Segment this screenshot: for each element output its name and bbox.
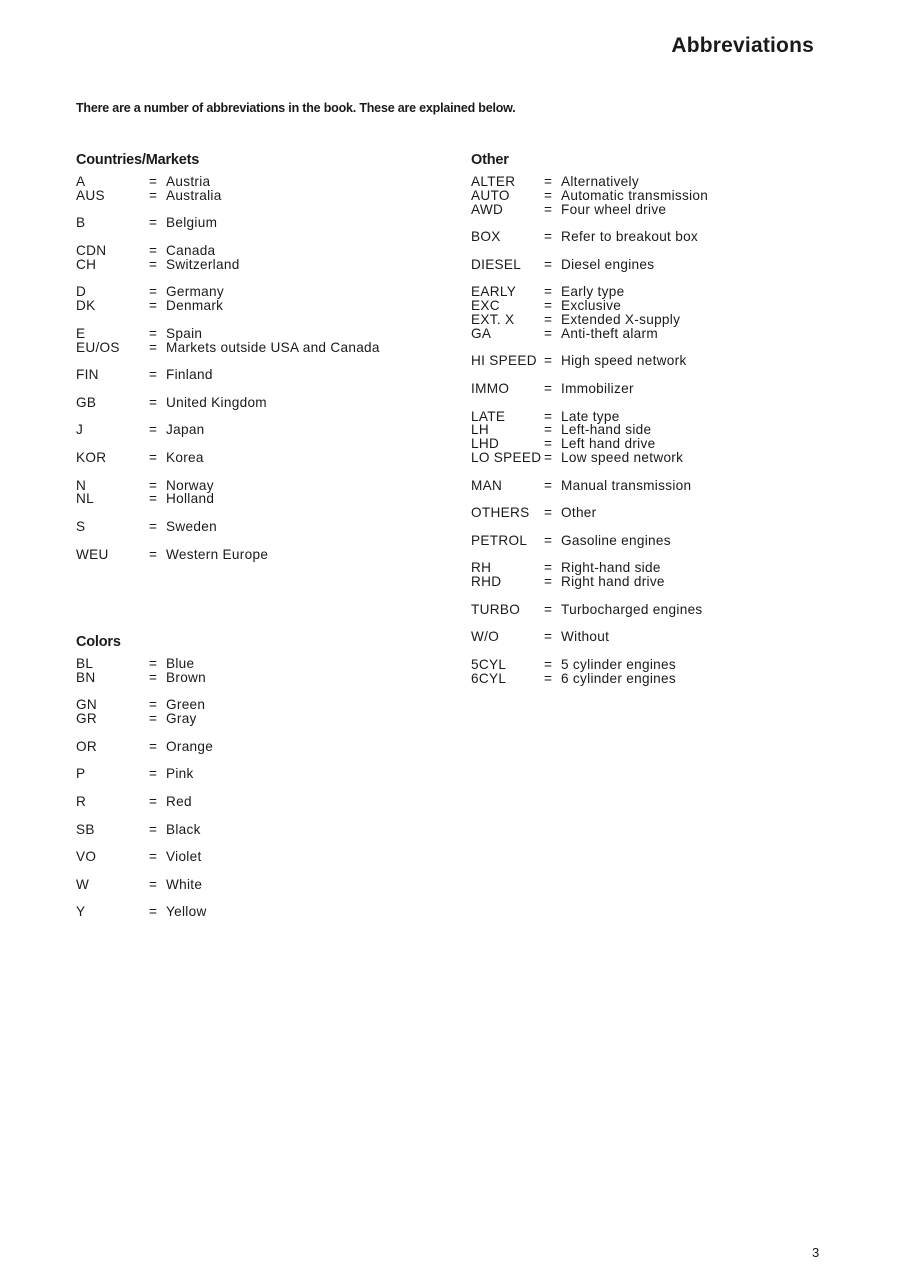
abbreviation-meaning: Germany — [166, 284, 225, 300]
abbreviation-meaning: Red — [166, 793, 192, 809]
abbreviation: SB — [76, 821, 95, 837]
equals-sign: = — [544, 311, 553, 327]
abbreviation: AUS — [76, 187, 105, 203]
abbreviation-meaning: White — [166, 876, 203, 892]
abbreviation-meaning: Anti-theft alarm — [561, 325, 658, 341]
equals-sign: = — [149, 546, 158, 562]
abbreviation: RH — [471, 560, 492, 576]
abbreviation-meaning: Austria — [166, 174, 211, 189]
abbreviation: LHD — [471, 436, 500, 452]
abbreviation: FIN — [76, 367, 99, 383]
equals-sign: = — [149, 174, 158, 189]
abbreviation-meaning: Left-hand side — [561, 422, 652, 438]
abbreviation-meaning: Other — [561, 505, 597, 521]
abbreviation: WEU — [76, 546, 109, 562]
abbreviation-meaning: Switzerland — [166, 256, 240, 272]
abbreviation: J — [76, 422, 84, 438]
equals-sign: = — [149, 394, 158, 410]
abbreviation-meaning: Late type — [561, 408, 620, 424]
abbreviation-meaning: Black — [166, 821, 201, 837]
abbreviation-meaning: 6 cylinder engines — [561, 670, 676, 686]
abbreviation-meaning: Four wheel drive — [561, 201, 667, 217]
equals-sign: = — [149, 284, 158, 300]
abbreviation-meaning: Right-hand side — [561, 560, 661, 576]
equals-sign: = — [149, 367, 158, 383]
abbreviation: P — [76, 766, 86, 782]
abbreviation: LO SPEED — [471, 449, 542, 465]
abbreviation: EXT. X — [471, 311, 515, 327]
equals-sign: = — [149, 242, 158, 258]
abbreviation: BN — [76, 669, 96, 685]
equals-sign: = — [544, 560, 553, 576]
abbreviation: AUTO — [471, 187, 510, 203]
abbreviation: 5CYL — [471, 656, 507, 672]
abbreviation: E — [76, 325, 86, 341]
abbreviation-meaning: Alternatively — [561, 174, 639, 189]
abbreviation: BL — [76, 656, 94, 671]
abbreviation-meaning: Right hand drive — [561, 574, 665, 590]
abbreviation-meaning: Sweden — [166, 518, 217, 534]
equals-sign: = — [149, 793, 158, 809]
abbreviation-meaning: Spain — [166, 325, 203, 341]
equals-sign: = — [544, 670, 553, 686]
abbreviation: W — [76, 876, 90, 892]
equals-sign: = — [544, 408, 553, 424]
abbreviation-meaning: Korea — [166, 449, 204, 465]
abbreviation: R — [76, 793, 87, 809]
abbreviation-meaning: Gray — [166, 711, 197, 727]
abbreviation-meaning: Refer to breakout box — [561, 229, 699, 245]
abbreviation: GR — [76, 711, 97, 727]
equals-sign: = — [149, 669, 158, 685]
abbreviation-meaning: Diesel engines — [561, 256, 655, 272]
equals-sign: = — [149, 477, 158, 493]
abbreviation-meaning: Yellow — [166, 904, 207, 920]
abbreviation-meaning: Belgium — [166, 215, 218, 231]
abbreviation-meaning: Green — [166, 697, 206, 713]
abbreviation: N — [76, 477, 87, 493]
abbreviation-meaning: Early type — [561, 284, 625, 300]
equals-sign: = — [149, 215, 158, 231]
equals-sign: = — [149, 821, 158, 837]
equals-sign: = — [544, 353, 553, 369]
abbreviation: CDN — [76, 242, 107, 258]
abbreviation: BOX — [471, 229, 501, 245]
countries-heading: Countries/Markets — [76, 152, 200, 168]
abbreviation-meaning: Orange — [166, 738, 214, 754]
equals-sign: = — [544, 436, 553, 452]
abbreviation: D — [76, 284, 87, 300]
equals-sign: = — [149, 518, 158, 534]
equals-sign: = — [544, 601, 553, 617]
abbreviation-meaning: Automatic transmission — [561, 187, 709, 203]
abbreviation: CH — [76, 256, 97, 272]
equals-sign: = — [544, 325, 553, 341]
equals-sign: = — [149, 187, 158, 203]
abbreviation-meaning: Australia — [166, 187, 222, 203]
equals-sign: = — [149, 256, 158, 272]
intro-text: There are a number of abbreviations in the book. These are explained below. — [76, 101, 516, 115]
equals-sign: = — [149, 325, 158, 341]
equals-sign: = — [544, 187, 553, 203]
equals-sign: = — [149, 904, 158, 920]
abbreviation-meaning: Exclusive — [561, 298, 622, 314]
equals-sign: = — [149, 449, 158, 465]
equals-sign: = — [149, 656, 158, 671]
abbreviation-meaning: Pink — [166, 766, 194, 782]
abbreviation-meaning: Blue — [166, 656, 195, 671]
equals-sign: = — [544, 380, 553, 396]
abbreviation-meaning: Holland — [166, 491, 215, 507]
abbreviation-meaning: Low speed network — [561, 449, 684, 465]
abbreviation: MAN — [471, 477, 503, 493]
equals-sign: = — [544, 477, 553, 493]
equals-sign: = — [149, 491, 158, 507]
abbreviation-meaning: Finland — [166, 367, 213, 383]
abbreviation-meaning: Denmark — [166, 298, 224, 314]
equals-sign: = — [544, 449, 553, 465]
abbreviation-meaning: United Kingdom — [166, 394, 267, 410]
abbreviation: KOR — [76, 449, 107, 465]
abbreviation-meaning: Without — [561, 629, 610, 645]
abbreviation: W/O — [471, 629, 500, 645]
equals-sign: = — [149, 876, 158, 892]
equals-sign: = — [149, 849, 158, 865]
abbreviation-meaning: Norway — [166, 477, 214, 493]
abbreviation-meaning: Gasoline engines — [561, 532, 671, 548]
abbreviation: Y — [76, 904, 86, 920]
abbreviation: GB — [76, 394, 97, 410]
equals-sign: = — [544, 229, 553, 245]
abbreviation: IMMO — [471, 380, 510, 396]
abbreviation: LATE — [471, 408, 506, 424]
abbreviation: NL — [76, 491, 94, 507]
abbreviation-meaning: Immobilizer — [561, 380, 634, 396]
abbreviation: LH — [471, 422, 489, 438]
equals-sign: = — [149, 738, 158, 754]
abbreviation-meaning: Western Europe — [166, 546, 269, 562]
equals-sign: = — [544, 284, 553, 300]
abbreviation: OTHERS — [471, 505, 530, 521]
abbreviation: VO — [76, 849, 97, 865]
abbreviation-meaning: Left hand drive — [561, 436, 656, 452]
abbreviation-meaning: Markets outside USA and Canada — [166, 339, 380, 355]
equals-sign: = — [544, 298, 553, 314]
abbreviation-meaning: Brown — [166, 669, 207, 685]
abbreviation: RHD — [471, 574, 502, 590]
abbreviation: TURBO — [471, 601, 521, 617]
abbreviation: DIESEL — [471, 256, 522, 272]
equals-sign: = — [149, 298, 158, 314]
equals-sign: = — [149, 766, 158, 782]
abbreviation: GN — [76, 697, 97, 713]
equals-sign: = — [544, 201, 553, 217]
equals-sign: = — [149, 711, 158, 727]
equals-sign: = — [149, 697, 158, 713]
abbreviation-meaning: Japan — [166, 422, 205, 438]
abbreviation: B — [76, 215, 86, 231]
equals-sign: = — [544, 532, 553, 548]
abbreviation: EARLY — [471, 284, 517, 300]
abbreviation-meaning: Manual transmission — [561, 477, 692, 493]
page-number: 3 — [812, 1245, 820, 1260]
abbreviation: S — [76, 518, 86, 534]
abbreviation: HI SPEED — [471, 353, 537, 369]
abbreviation-meaning: Turbocharged engines — [561, 601, 703, 617]
abbreviation: PETROL — [471, 532, 528, 548]
equals-sign: = — [544, 629, 553, 645]
equals-sign: = — [149, 422, 158, 438]
abbreviation: DK — [76, 298, 96, 314]
equals-sign: = — [544, 656, 553, 672]
abbreviation: ALTER — [471, 174, 516, 189]
abbreviation-meaning: Canada — [166, 242, 216, 258]
page-title: Abbreviations — [671, 34, 814, 57]
abbreviation-meaning: Extended X-supply — [561, 311, 681, 327]
equals-sign: = — [544, 505, 553, 521]
abbreviation: AWD — [471, 201, 504, 217]
abbreviation: 6CYL — [471, 670, 507, 686]
equals-sign: = — [544, 574, 553, 590]
abbreviation-meaning: Violet — [166, 849, 202, 865]
abbreviation: OR — [76, 738, 97, 754]
abbreviation: EXC — [471, 298, 500, 314]
abbreviation: A — [76, 174, 86, 189]
equals-sign: = — [149, 339, 158, 355]
colors-heading: Colors — [76, 634, 121, 650]
equals-sign: = — [544, 174, 553, 189]
abbreviation: EU/OS — [76, 339, 120, 355]
abbreviation: GA — [471, 325, 492, 341]
equals-sign: = — [544, 422, 553, 438]
equals-sign: = — [544, 256, 553, 272]
abbreviation-meaning: High speed network — [561, 353, 687, 369]
other-heading: Other — [471, 152, 509, 168]
abbreviation-meaning: 5 cylinder engines — [561, 656, 676, 672]
